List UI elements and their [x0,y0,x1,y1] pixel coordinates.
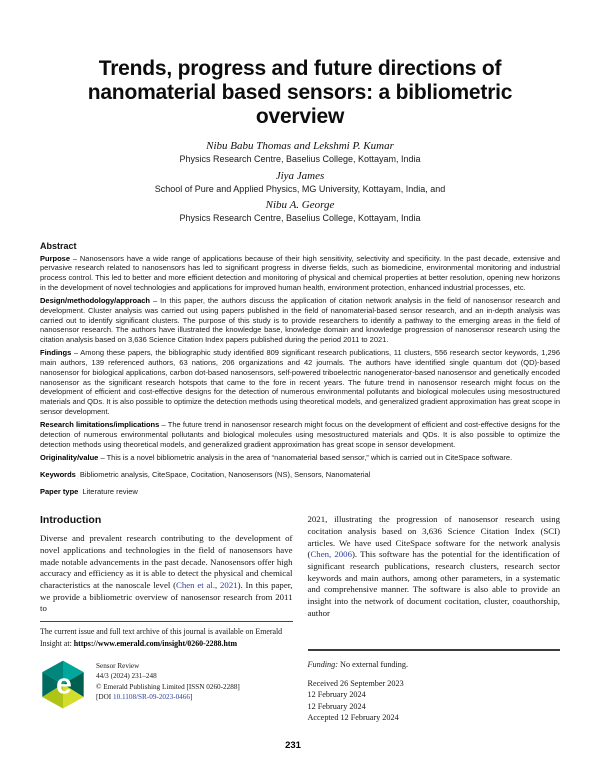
abstract-heading: Abstract [40,240,77,251]
author-group [0,170,600,195]
two-column-body [40,514,560,722]
section-text: – In this paper, the authors discuss the application of citation network analysis in the field of nanosensor research and development. Cluster analysis was carried out using papers published in the field of nanomaterial-based sensor research, and an in-depth analysis was carried out to identify significant clusters. The purpose of this study is to provide researchers to identify a pathway to the emerging areas in the field of nanosensor research. The authors have illustrated the knowledge base, knowledge domain and knowledge progression of nanosensor research using the citation analysis based on 3,636 Science Citation Index papers published during the period 2011 to 2021. [40,296,560,345]
insight-url-link[interactable]: https://www.emerald.com/insight/0260-2288.htm [73,638,238,648]
journal-name: Sensor Review [96,661,140,670]
journal-copyright: © Emerald Publishing Limited [ISSN 0260-2288] [96,682,240,691]
keywords-label: Keywords [40,469,76,479]
citation-link-chen-2021[interactable]: Chen et al., 2021 [176,579,238,590]
journal-doi-line [96,692,240,702]
author-affiliation: Physics Research Centre, Baselius College, Kottayam, India [179,213,421,224]
paper-type-line [40,487,560,497]
abstract-limitations [40,420,560,449]
date-accepted: Accepted 12 February 2024 [307,712,399,722]
section-label: Findings [40,348,72,358]
section-text: – Nanosensors have a wide range of applications because of their high sensitivity, selectivity and specificity. In the past decade, extensive and pervasive research related to nanosensors has led to significant progress in diverse fields, such as biomedicine, environmental monitoring and industrial process control. This led to better and more efficient detection and monitoring of physical and chemical properties at better resolution, opening new horizons in the development of novel technologies and applications for improved human health, environment protection, enhanced industrial processes, etc. [40,253,560,292]
archive-note [40,626,293,650]
date-received: Received 26 September 2023 [307,679,404,689]
section-label: Research limitations/implications [40,420,160,430]
journal-imprint [40,660,293,710]
author-name: Nibu A. George [265,199,335,212]
abstract-originality [40,453,560,463]
right-column [308,514,561,722]
citation-link-chen-2006[interactable]: Chen, 2006 [310,549,352,560]
section-text: – Among these papers, the bibliographic study identified 809 significant research publications, 11 clusters, 556 research sector keywords, 1,296 main authors, 139 referenced authors, 63 nations, 206 organizations and 42 journals. The authors have identified single quantum dot (QD)-based nanosensor for biological applications, carbon dot-based nanosensors, self-powered triboelectric nanogenerator-based nanosensor and genetically encoded nanosensor as the significant research hotspots that came to the fore in recent years. The future trend in nanosensor research might focus on the development of efficient and cost-effective designs for the detection of numerous environmental pollutants and biological molecules using mesostructured materials and QDs. It is also possible to optimize the detection methods using theoretical models, and generalized gradient approximation has great scope in sensor development. [40,348,560,416]
paragraph-text: ). In this paper, we provide a bibliometric overview of nanosensor research from 2011 to [40,579,293,614]
section-label: Design/methodology/approach [40,296,151,306]
section-label: Originality/value [40,452,99,462]
abstract-purpose [40,254,560,293]
funding-label: Funding: [307,660,338,670]
abstract-design [40,296,560,345]
author-group [0,140,600,165]
abstract-findings [40,348,560,416]
author-name: Jiya James [275,169,325,182]
paragraph-text: ). This software has the potential for the identification of significant research publications, research clusters, research sector keywords and main authors, among other parameters, in a systematic and comprehensive manner. The software is also able to provide an insight into the network of document cocitation, cluster, coauthorship, author [307,549,560,618]
left-column [40,514,293,722]
journal-info [96,660,240,703]
paper-type-text: Literature review [82,487,138,497]
paper-type-label: Paper type [40,487,79,497]
author-group [0,199,600,224]
intro-paragraph-right [308,514,561,619]
funding-divider [308,649,561,651]
paragraph-text: Diverse and prevalent research contributing to the development of novel applications and technologies in the field of nanosensors have made notable advancements in the past decade. Nanosensors offer high accuracy and efficiency as it is able to detect the physical and chemical characteristics at the nanoscale level ( [40,533,293,590]
archive-text: The current issue and full text archive of this journal is available on Emerald Insight at: [40,627,283,648]
page-number: 231 [285,740,301,751]
paragraph-text: 2021, illustrating the progression of nanosensor research using cocitation analysis based on 3,636 Science Citation Index (SCI) articles. We have used CiteSpace software for the network analysis ( [307,514,560,560]
intro-paragraph-left [40,533,293,615]
author-affiliation: Physics Research Centre, Baselius College, Kottayam, India [179,154,421,165]
doi-prefix: [DOI [96,693,113,702]
section-label: Purpose [40,253,71,263]
section-text: – This is a novel bibliometric analysis in the area of “nanomaterial based sensor,” which is carried out in CiteSpace software. [100,452,513,462]
journal-issue-info: 44/3 (2024) 231–248 [96,672,157,681]
article-history [308,678,561,722]
abstract-section [40,241,560,498]
page-title: Trends, progress and future directions of nanomaterial based sensors: a bibliometric overview [87,57,513,129]
introduction-heading: Introduction [40,514,102,527]
footnote-divider [40,621,293,622]
doi-suffix: ] [189,693,193,702]
keywords-text: Bibliometric analysis, CiteSpace, Cocitation, Nanosensors (NS), Sensors, Nanomaterial [79,469,371,479]
author-affiliation: School of Pure and Applied Physics, MG University, Kottayam, India, and [154,183,446,194]
funding-note [308,660,561,669]
author-name: Nibu Babu Thomas and Lekshmi P. Kumar [206,140,394,153]
keywords-line [40,470,560,480]
section-text: – The future trend in nanosensor research might focus on the development of efficient and cost-effective designs for the detection of numerous environmental pollutants and biological molecules using mesostructured materials and QDs. It is also possible to optimize the detection methods using theoretical models, and generalized gradient approximation has great scope in sensor development. [40,420,560,449]
doi-link[interactable]: 10.1108/SR-09-2023-0466 [112,693,190,702]
svg-text:e: e [55,668,72,701]
date-revised-2: 12 February 2024 [307,701,366,711]
emerald-publishing-logo-icon [40,660,86,710]
funding-text: No external funding. [337,660,409,670]
author-block [0,140,600,224]
date-revised-1: 12 February 2024 [307,690,366,700]
